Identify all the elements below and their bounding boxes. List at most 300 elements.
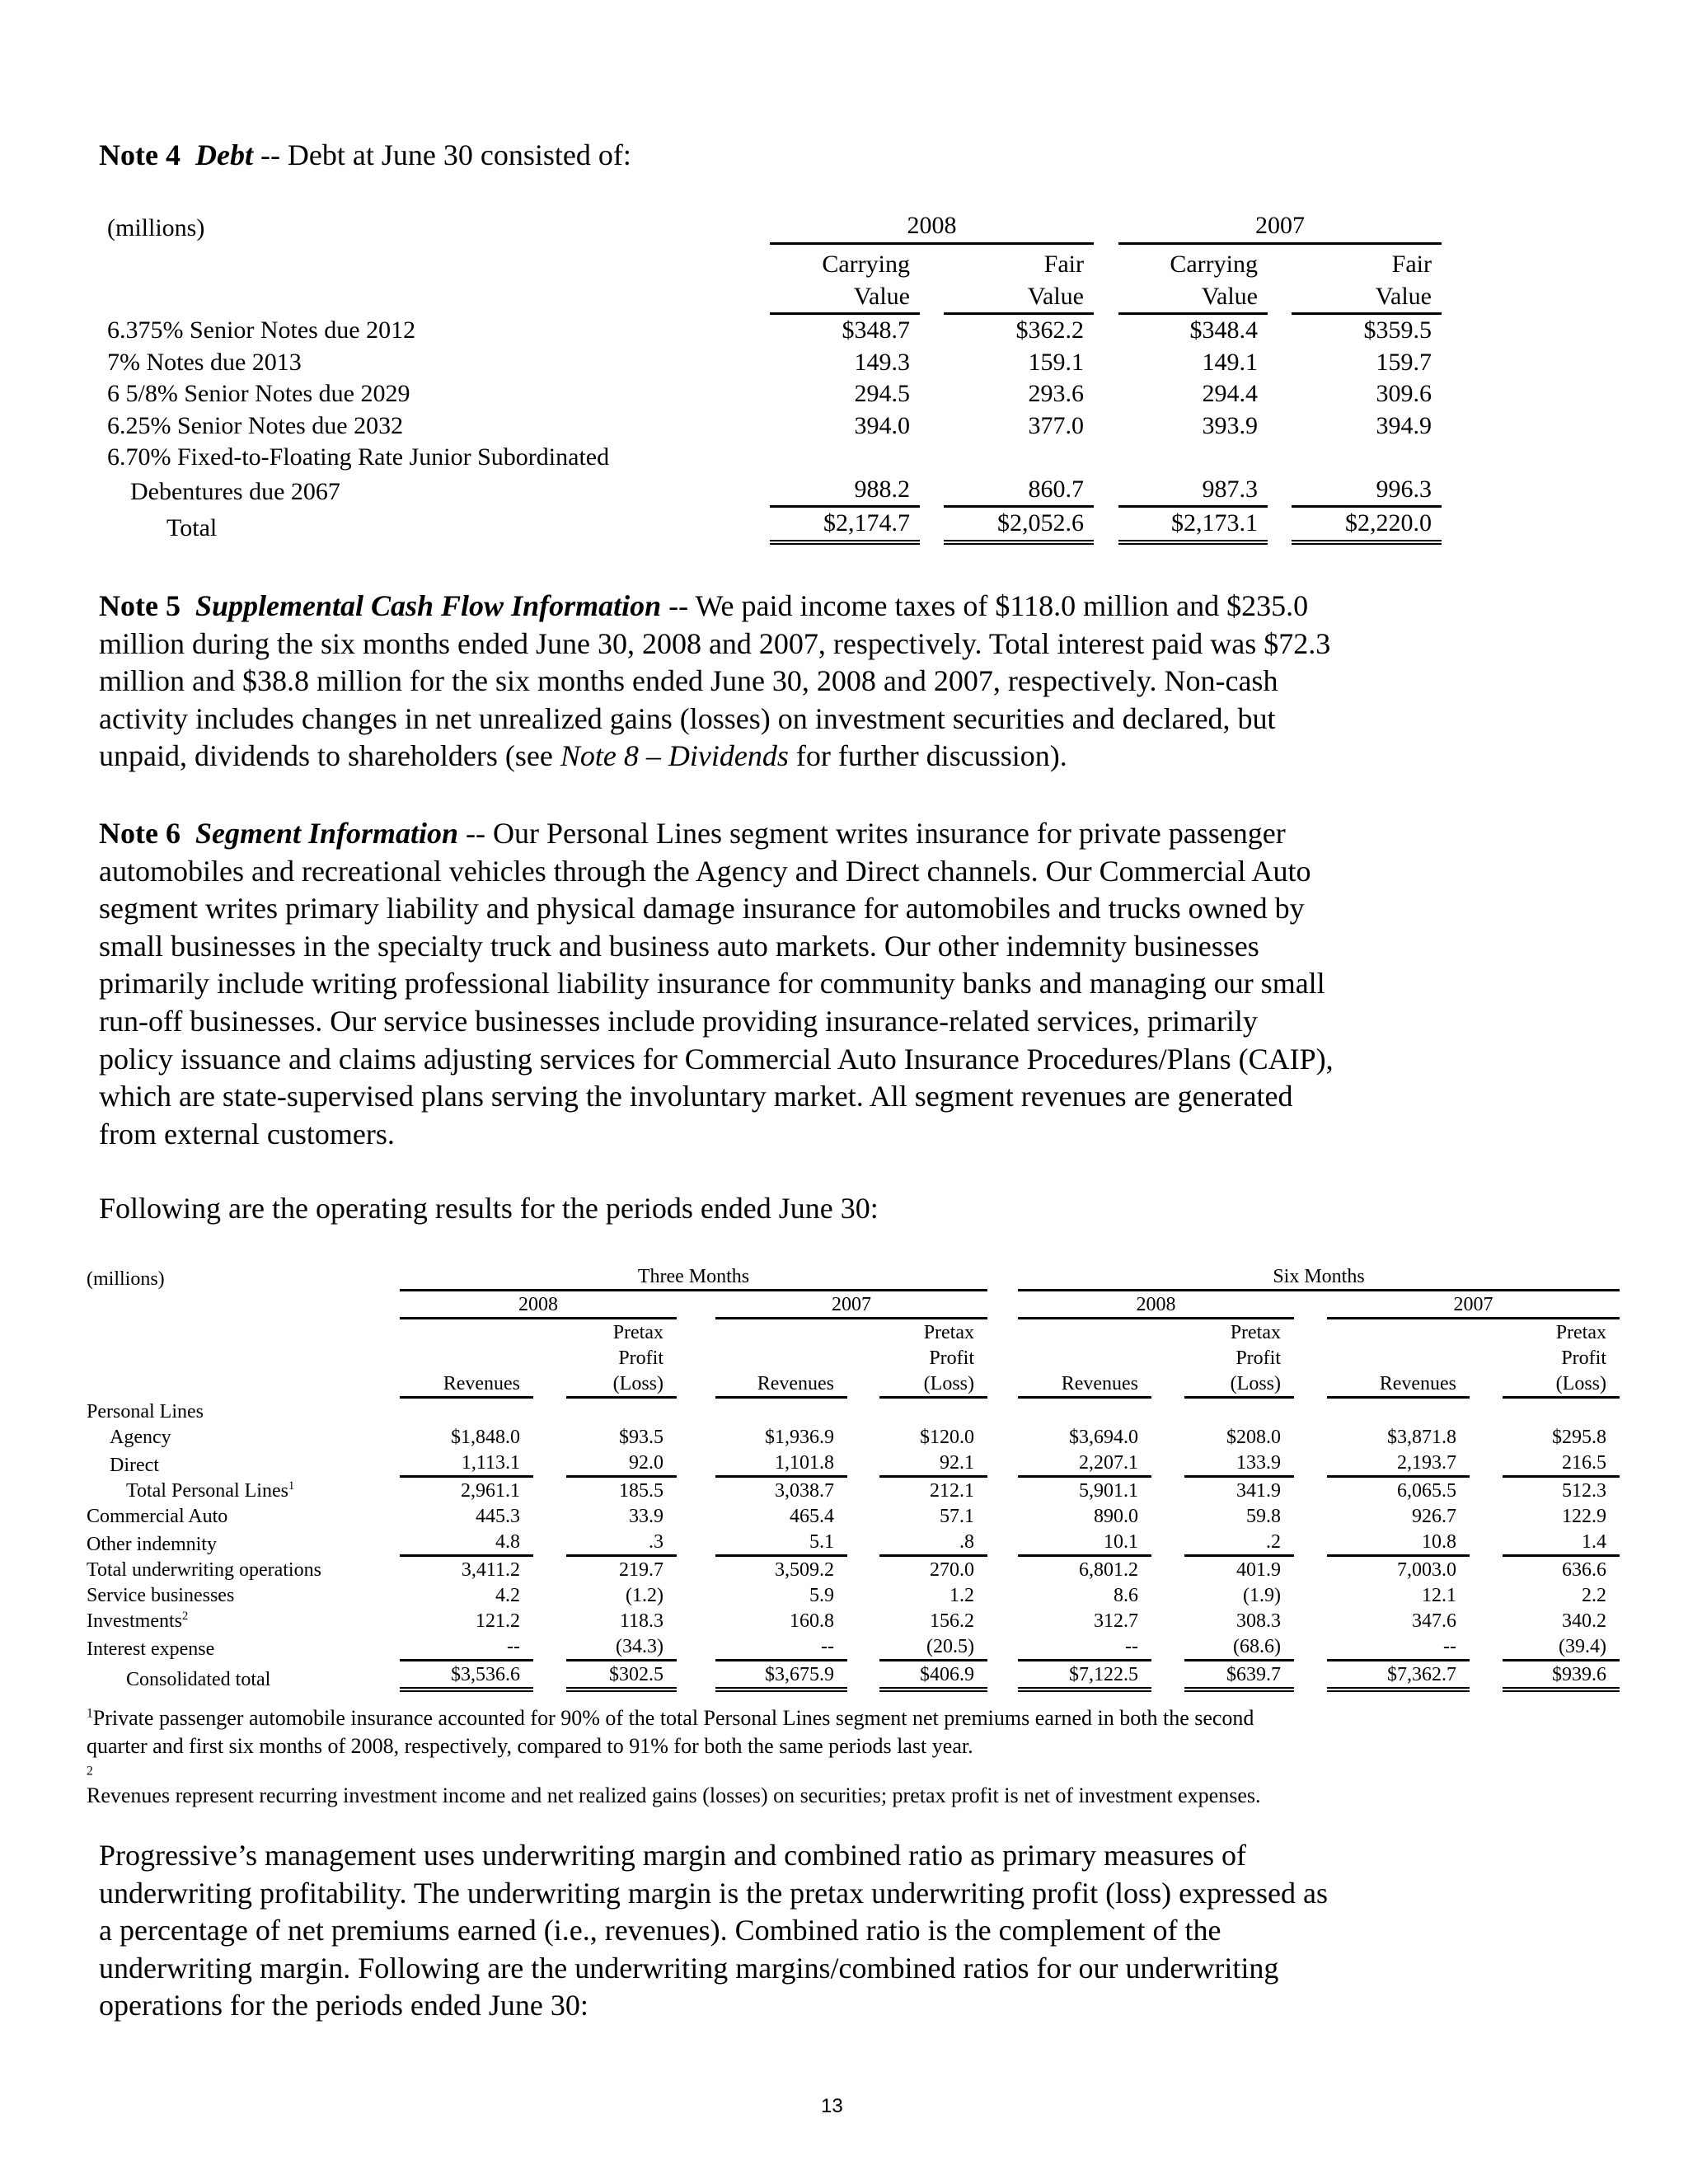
column-header: Revenues (1327, 1371, 1470, 1399)
note5-line: million and $38.8 million for the six months ended June 30, 2008 and 2007, respectively. Non-cash (99, 664, 1278, 698)
column-header: Value (1118, 281, 1268, 316)
note6-line-1: -- Our Personal Lines segment writes insurance for private passenger (458, 817, 1286, 850)
spacer (920, 315, 944, 347)
note4-heading (99, 137, 631, 175)
spacer (1268, 347, 1292, 379)
table-row (107, 474, 1442, 509)
column-header (715, 1345, 847, 1371)
spacer (987, 1661, 1018, 1692)
spacer (533, 1503, 566, 1529)
row-label: 6.375% Senior Notes due 2012 (107, 316, 416, 344)
spacer (1470, 1424, 1503, 1450)
table-row (87, 1608, 1620, 1633)
spacer (920, 442, 944, 474)
year-header: 2007 (1118, 210, 1442, 245)
spacer (533, 1557, 566, 1582)
column-header (400, 1345, 533, 1371)
value-cell (879, 1399, 987, 1424)
spacer (677, 1661, 715, 1692)
spacer (1470, 1529, 1503, 1557)
value-cell: 10.8 (1327, 1529, 1470, 1557)
value-cell: 5.9 (809, 1585, 834, 1606)
note6-line: from external customers. (99, 1117, 395, 1151)
value-cell: 294.4 (1202, 380, 1258, 407)
spacer (1294, 1478, 1327, 1503)
note5-title: Supplemental Cash Flow Information (195, 589, 662, 622)
row-label-text: Interest expense (87, 1638, 215, 1660)
value-cell: $362.2 (1015, 316, 1084, 344)
spacer (1470, 1608, 1503, 1633)
value-cell (1292, 442, 1442, 474)
value-cell: 465.4 (790, 1506, 834, 1527)
note6-line: primarily include writing professional liability insurance for community banks and managing our small (99, 967, 1325, 1001)
spacer (987, 1478, 1018, 1503)
table-row (87, 1529, 1620, 1557)
value-cell: $348.4 (1189, 316, 1258, 344)
spacer (987, 1291, 1018, 1319)
spacer (1268, 410, 1292, 443)
value-cell: 57.1 (940, 1506, 974, 1527)
value-cell: 6,801.2 (1079, 1559, 1138, 1581)
row-label-text: Commercial Auto (87, 1506, 228, 1527)
footnote-1 (87, 1704, 1254, 1760)
spacer (1151, 1371, 1184, 1399)
column-header: Fair (1391, 251, 1432, 278)
row-label-text: Direct (110, 1455, 159, 1476)
column-header: Value (770, 281, 920, 316)
spacer (677, 1371, 715, 1399)
value-cell: $1,848.0 (451, 1427, 520, 1448)
spacer (847, 1633, 879, 1661)
spacer (677, 1503, 715, 1529)
spacer (677, 1582, 715, 1608)
value-cell: 7,003.0 (1397, 1559, 1456, 1581)
note8-reference: Note 8 – Dividends (560, 739, 789, 773)
value-cell: 1.2 (950, 1585, 974, 1606)
spacer (107, 281, 770, 316)
value-cell: $302.5 (566, 1661, 677, 1692)
column-header: Carrying (1170, 251, 1258, 278)
row-label: 6.25% Senior Notes due 2032 (107, 411, 404, 439)
spacer (987, 1319, 1018, 1345)
value-cell: 8.6 (1114, 1585, 1138, 1606)
spacer (1470, 1661, 1503, 1692)
spacer (1151, 1582, 1184, 1608)
value-cell: 6,065.5 (1397, 1480, 1456, 1502)
row-label-text: Investments (87, 1610, 182, 1632)
row-label-text: Personal Lines (87, 1401, 204, 1422)
spacer (1470, 1557, 1503, 1582)
value-cell: 219.7 (619, 1559, 663, 1581)
closing-line: a percentage of net premiums earned (i.e., revenues). Combined ratio is the complement of the (99, 1914, 1221, 1947)
note6-label: Note 6 (99, 817, 181, 850)
spacer (677, 1608, 715, 1633)
table-row (87, 1557, 1620, 1582)
spacer (987, 1371, 1018, 1399)
spacer (1470, 1478, 1503, 1503)
column-header: Profit (618, 1347, 663, 1369)
spacer (987, 1582, 1018, 1608)
spacer (1151, 1661, 1184, 1692)
spacer (1268, 315, 1292, 347)
value-cell: (20.5) (879, 1633, 987, 1661)
spacer (1268, 474, 1292, 509)
spacer (1470, 1582, 1503, 1608)
spacer (847, 1371, 879, 1399)
spacer (920, 378, 944, 410)
spacer (1094, 315, 1118, 347)
note5-line-last: unpaid, dividends to shareholders (see (99, 739, 560, 773)
value-cell: -- (1327, 1633, 1470, 1661)
spacer (1294, 1557, 1327, 1582)
table-row (107, 347, 1442, 379)
row-label (87, 1503, 400, 1529)
value-cell: 92.0 (566, 1450, 677, 1478)
value-cell: 1,113.1 (400, 1450, 533, 1478)
spacer (920, 245, 944, 281)
note6-line: automobiles and recreational vehicles through the Agency and Direct channels. Our Commercial Auto (99, 854, 1311, 888)
value-cell: 2,207.1 (1018, 1450, 1151, 1478)
spacer (847, 1450, 879, 1478)
value-cell: (1.9) (1243, 1585, 1281, 1606)
spacer (677, 1557, 715, 1582)
spacer (533, 1661, 566, 1692)
note6-line: which are state-supervised plans serving the involuntary market. All segment revenues are generated (99, 1080, 1293, 1113)
value-cell: $406.9 (879, 1661, 987, 1692)
row-label-text: Service businesses (87, 1585, 235, 1606)
spacer (107, 245, 770, 281)
value-cell: 159.7 (1376, 348, 1432, 376)
spacer (920, 410, 944, 443)
spacer (87, 1319, 400, 1345)
value-cell: $3,871.8 (1387, 1427, 1456, 1448)
spacer (920, 347, 944, 379)
spacer (1294, 1608, 1327, 1633)
spacer (1294, 1319, 1327, 1345)
table-row (107, 442, 1442, 474)
value-cell: 860.7 (944, 474, 1094, 509)
table-row (87, 1661, 1620, 1692)
spacer (87, 1291, 400, 1319)
spacer (1094, 378, 1118, 410)
table-row (87, 1582, 1620, 1608)
value-cell (1018, 1399, 1151, 1424)
spacer (1268, 508, 1292, 545)
spacer (987, 1557, 1018, 1582)
table-row (107, 315, 1442, 347)
value-cell: 312.7 (1094, 1610, 1138, 1632)
spacer (987, 1608, 1018, 1633)
spacer (1151, 1399, 1184, 1424)
value-cell: 2,961.1 (461, 1480, 520, 1502)
footnote-text: quarter and first six months of 2008, respectively, compared to 91% for both the same periods last year. (87, 1734, 973, 1758)
table-row (107, 410, 1442, 443)
spacer (1151, 1557, 1184, 1582)
column-header: Profit (929, 1347, 974, 1369)
value-cell: 4.8 (400, 1529, 533, 1557)
closing-line: Progressive’s management uses underwriting margin and combined ratio as primary measures of (99, 1839, 1246, 1872)
note6-line: policy issuance and claims adjusting services for Commercial Auto Insurance Procedures/Plans (CAIP), (99, 1042, 1334, 1076)
value-cell: 3,038.7 (775, 1480, 834, 1502)
row-label: 6 5/8% Senior Notes due 2029 (107, 380, 410, 407)
column-header: (Loss) (566, 1371, 677, 1399)
value-cell (715, 1399, 847, 1424)
spacer (677, 1424, 715, 1450)
spacer (987, 1345, 1018, 1371)
value-cell: 59.8 (1246, 1506, 1281, 1527)
spacer (987, 1503, 1018, 1529)
note4-text: -- Debt at June 30 consisted of: (252, 138, 631, 171)
spacer (1094, 210, 1118, 245)
spacer (1151, 1424, 1184, 1450)
debt-year-row (107, 210, 1442, 245)
spacer (1294, 1291, 1327, 1319)
year-header: 2007 (1327, 1291, 1620, 1319)
column-header: Pretax (612, 1322, 663, 1343)
value-cell: 401.9 (1236, 1559, 1281, 1581)
value-cell: 394.0 (854, 411, 910, 439)
footnote-text: Revenues represent recurring investment income and net realized gains (losses) on securities; pretax profit is net of investment expenses. (87, 1783, 1261, 1807)
column-header: Carrying (822, 251, 910, 278)
spacer (987, 1424, 1018, 1450)
note5-line-end: for further discussion). (788, 739, 1067, 773)
spacer (847, 1319, 879, 1345)
note5-line: million during the six months ended June 30, 2008 and 2007, respectively. Total interest paid was $72.3 (99, 626, 1331, 660)
spacer (1151, 1503, 1184, 1529)
row-label (87, 1478, 400, 1503)
unit-label: (millions) (107, 214, 205, 241)
spacer (987, 1263, 1018, 1291)
row-label (87, 1661, 400, 1692)
spacer (1268, 245, 1292, 281)
value-cell: 988.2 (770, 474, 920, 509)
spacer (847, 1345, 879, 1371)
table-row (87, 1399, 1620, 1424)
footnote-mark: 2 (87, 1764, 93, 1779)
spacer (533, 1450, 566, 1478)
value-cell: $2,173.1 (1118, 508, 1268, 545)
year-header: 2008 (1018, 1291, 1294, 1319)
spacer (1094, 410, 1118, 443)
spacer (677, 1291, 715, 1319)
spacer (1470, 1399, 1503, 1424)
value-cell: 118.3 (619, 1610, 663, 1632)
value-cell: 121.2 (476, 1610, 520, 1632)
spacer (533, 1529, 566, 1557)
value-cell: 216.5 (1503, 1450, 1620, 1478)
period-header: Three Months (400, 1263, 987, 1291)
segment-intro: Following are the operating results for the periods ended June 30: (99, 1192, 879, 1225)
value-cell: $7,362.7 (1327, 1661, 1470, 1692)
spacer (677, 1345, 715, 1371)
value-cell (1118, 442, 1268, 474)
spacer (1294, 1582, 1327, 1608)
note5-paragraph (99, 588, 1330, 776)
value-cell: 212.1 (930, 1480, 974, 1502)
note6-line: segment writes primary liability and physical damage insurance for automobiles and trucks owned by (99, 892, 1305, 926)
spacer (1151, 1608, 1184, 1633)
row-label (87, 1424, 400, 1450)
note4-label: Note 4 (99, 138, 181, 171)
spacer (1094, 347, 1118, 379)
value-cell: .2 (1184, 1529, 1294, 1557)
value-cell: $2,052.6 (944, 508, 1094, 545)
row-label (87, 1608, 400, 1633)
closing-line: operations for the periods ended June 30: (99, 1989, 588, 2022)
value-cell (1327, 1399, 1470, 1424)
year-header: 2008 (400, 1291, 677, 1319)
value-cell: 133.9 (1184, 1450, 1294, 1478)
spacer (533, 1582, 566, 1608)
value-cell: $3,536.6 (400, 1661, 533, 1692)
column-header-row (87, 1371, 1620, 1399)
row-label (87, 1582, 400, 1608)
row-label-text: Total Personal Lines (126, 1480, 288, 1502)
spacer (533, 1345, 566, 1371)
row-label-text: Other indemnity (87, 1534, 217, 1555)
value-cell (566, 1399, 677, 1424)
value-cell: $93.5 (619, 1427, 663, 1448)
column-header: (Loss) (1184, 1371, 1294, 1399)
spacer (677, 1399, 715, 1424)
column-header: (Loss) (879, 1371, 987, 1399)
value-cell: .3 (566, 1529, 677, 1557)
value-cell: 309.6 (1376, 380, 1432, 407)
value-cell: 377.0 (1028, 411, 1084, 439)
spacer (1094, 281, 1118, 316)
note6-line: small businesses in the specialty truck and business auto markets. Our other indemnity businesses (99, 929, 1259, 963)
column-header: Pretax (1230, 1322, 1281, 1343)
spacer (920, 474, 944, 509)
spacer (847, 1399, 879, 1424)
value-cell: .8 (879, 1529, 987, 1557)
footnote-text: Private passenger automobile insurance accounted for 90% of the total Personal Lines segment net premiums earned in both the second (92, 1706, 1254, 1730)
spacer (1094, 442, 1118, 474)
row-label: Total (166, 514, 218, 541)
spacer (1470, 1450, 1503, 1478)
spacer (677, 1450, 715, 1478)
column-header (400, 1319, 533, 1345)
column-header: Profit (1236, 1347, 1281, 1369)
segment-results-table (87, 1263, 1620, 1692)
spacer (1294, 1503, 1327, 1529)
value-cell: $359.5 (1363, 316, 1432, 344)
spacer (847, 1424, 879, 1450)
value-cell (944, 442, 1094, 474)
row-label (87, 1529, 400, 1557)
spacer (1470, 1371, 1503, 1399)
value-cell (400, 1399, 533, 1424)
debt-table (107, 210, 1442, 545)
row-label-text: Consolidated total (126, 1669, 271, 1690)
note6-paragraph (99, 815, 1334, 1153)
year-header: 2007 (715, 1291, 987, 1319)
column-header-row (87, 1319, 1620, 1345)
year-row (87, 1291, 1620, 1319)
closing-line: underwriting profitability. The underwriting margin is the pretax underwriting profit (loss) expressed as (99, 1876, 1328, 1910)
spacer (1470, 1503, 1503, 1529)
spacer (1294, 1633, 1327, 1661)
period-row (87, 1263, 1620, 1291)
spacer (847, 1503, 879, 1529)
spacer (1151, 1345, 1184, 1371)
value-cell: 3,509.2 (775, 1559, 834, 1581)
value-cell: $208.0 (1226, 1427, 1281, 1448)
footnote-mark: 1 (87, 1706, 93, 1721)
table-row (107, 508, 1442, 545)
debt-header-row (107, 245, 1442, 281)
value-cell: -- (715, 1633, 847, 1661)
period-header: Six Months (1018, 1263, 1620, 1291)
spacer (1470, 1319, 1503, 1345)
value-cell: 347.6 (1412, 1610, 1456, 1632)
table-row (87, 1424, 1620, 1450)
value-cell: 122.9 (1562, 1506, 1606, 1527)
spacer (677, 1633, 715, 1661)
row-label (87, 1557, 400, 1582)
column-header-row (87, 1345, 1620, 1371)
value-cell: (1.2) (626, 1585, 663, 1606)
spacer (1151, 1529, 1184, 1557)
value-cell: 270.0 (930, 1559, 974, 1581)
spacer (1294, 1529, 1327, 1557)
value-cell: 445.3 (476, 1506, 520, 1527)
spacer (847, 1478, 879, 1503)
spacer (920, 508, 944, 545)
value-cell: $639.7 (1184, 1661, 1294, 1692)
row-label-text: Agency (110, 1427, 171, 1448)
spacer (533, 1371, 566, 1399)
spacer (1151, 1633, 1184, 1661)
spacer (1151, 1478, 1184, 1503)
spacer (1294, 1371, 1327, 1399)
spacer (987, 1399, 1018, 1424)
spacer (1094, 474, 1118, 509)
spacer (533, 1633, 566, 1661)
value-cell: 4.2 (495, 1585, 520, 1606)
footnote-ref: 1 (288, 1479, 295, 1493)
value-cell: $348.7 (842, 316, 910, 344)
note4-title: Debt (195, 138, 253, 171)
spacer (847, 1529, 879, 1557)
value-cell: 149.1 (1202, 348, 1258, 376)
column-header: Pretax (923, 1322, 974, 1343)
note6-title: Segment Information (195, 817, 459, 850)
note5-line-1: -- We paid income taxes of $118.0 million and $235.0 (661, 589, 1309, 622)
row-label (87, 1399, 400, 1424)
value-cell: 33.9 (629, 1506, 663, 1527)
value-cell: 185.5 (619, 1480, 663, 1502)
value-cell: 308.3 (1236, 1610, 1281, 1632)
row-label: 7% Notes due 2013 (107, 348, 302, 376)
value-cell: $120.0 (920, 1427, 974, 1448)
spacer (87, 1371, 400, 1399)
column-header: Pretax (1555, 1322, 1606, 1343)
column-header: Value (1292, 281, 1442, 316)
spacer (847, 1582, 879, 1608)
footnote-ref: 2 (181, 1610, 189, 1623)
spacer (1268, 281, 1292, 316)
spacer (677, 1478, 715, 1503)
spacer (1268, 378, 1292, 410)
value-cell: $7,122.5 (1018, 1661, 1151, 1692)
value-cell: 1,101.8 (715, 1450, 847, 1478)
value-cell: 156.2 (930, 1610, 974, 1632)
value-cell: 5.1 (715, 1529, 847, 1557)
column-header (1018, 1319, 1151, 1345)
value-cell: (34.3) (566, 1633, 677, 1661)
spacer (847, 1661, 879, 1692)
